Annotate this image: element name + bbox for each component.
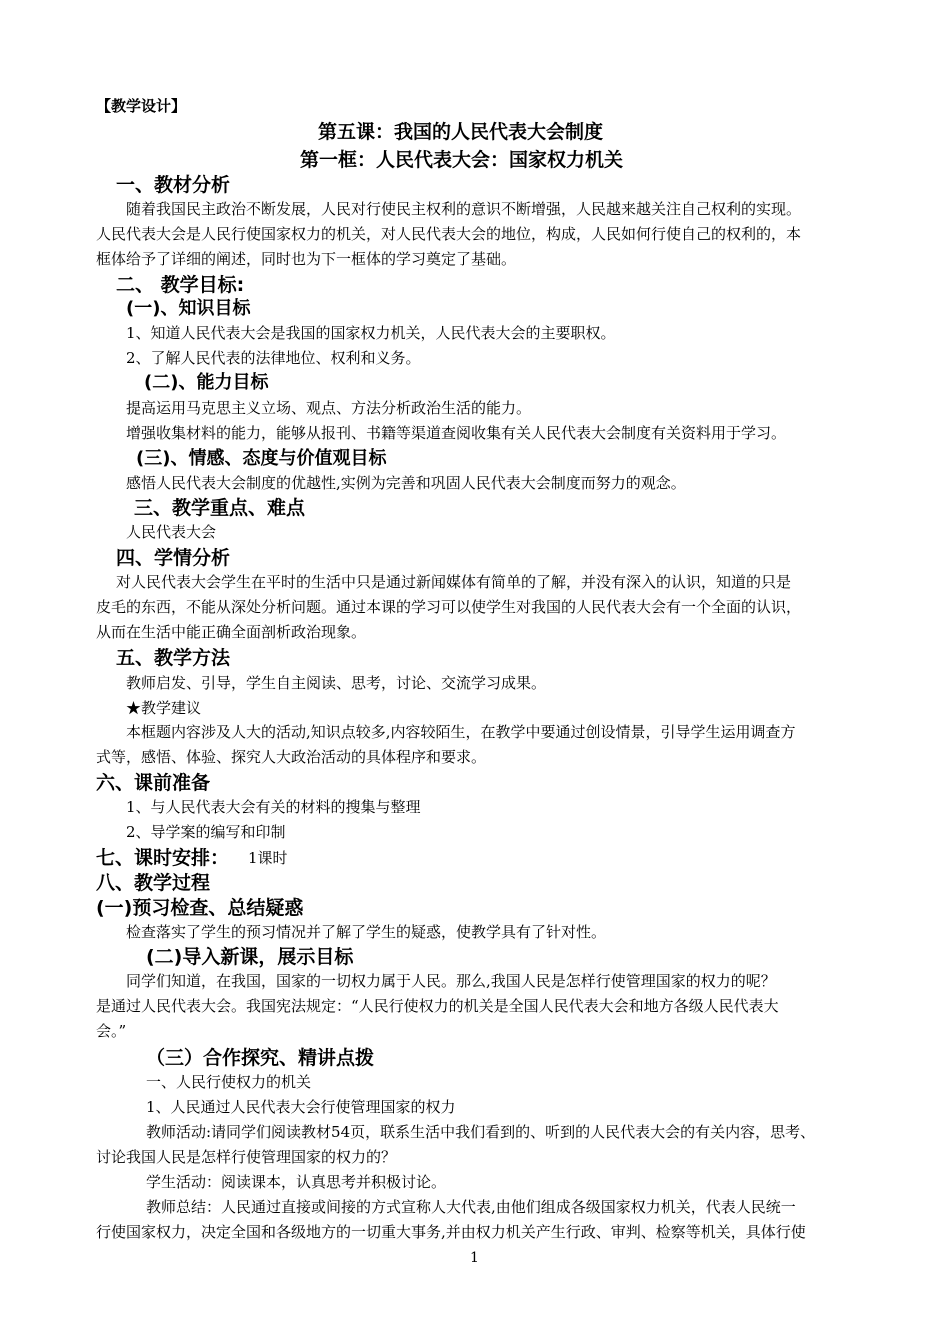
class-hours-value: 1课时: [248, 849, 288, 867]
paragraph-line: 教师总结：人民通过直接或间接的方式宣称人大代表,由他们组成各级国家权力机关，代表人民统一: [146, 1198, 796, 1216]
lesson-title: 第五课：我国的人民代表大会制度: [318, 121, 604, 143]
subsection-heading: (三)、情感、态度与价值观目标: [136, 448, 387, 469]
paragraph-line: 随着我国民主政治不断发展，人民对行使民主权利的意识不断增强，人民越来越关注自己权利的实现。: [126, 200, 802, 218]
paragraph-line: 人民代表大会是人民行使国家权力的机关，对人民代表大会的地位，构成，人民如何行使自己的权利的，本: [96, 225, 802, 243]
paragraph-line: 提高运用马克思主义立场、观点、方法分析政治生活的能力。: [126, 399, 532, 417]
section-heading: 一、教材分析: [116, 174, 231, 196]
section-heading: 八、教学过程: [96, 872, 211, 894]
paragraph-line: 框体给予了详细的阐述，同时也为下一框体的学习奠定了基础。: [96, 250, 517, 268]
paragraph-line: 教师启发、引导，学生自主阅读、思考，讨论、交流学习成果。: [126, 674, 547, 692]
paragraph-line: 学生活动：阅读课本，认真思考并积极讨论。: [146, 1173, 447, 1191]
paragraph-line: 2、导学案的编写和印制: [126, 823, 286, 841]
paragraph-line: 2、了解人民代表的法律地位、权利和义务。: [126, 349, 421, 367]
paragraph-line: 1、人民通过人民代表大会行使管理国家的权力: [146, 1098, 456, 1116]
section-heading: 七、课时安排：: [96, 847, 230, 869]
subsection-heading: (一)预习检查、总结疑惑: [96, 897, 304, 919]
paragraph-line: 讨论我国人民是怎样行使管理国家的权力的？: [96, 1148, 397, 1166]
paragraph-line: 是通过人民代表大会。我国宪法规定：“人民行使权力的机关是全国人民代表大会和地方各级人民代表大: [96, 997, 779, 1015]
paragraph-line: 会。”: [96, 1022, 127, 1040]
paragraph-line: 本框题内容涉及人大的活动,知识点较多,内容较陌生，在教学中要通过创设情景，引导学生运用调查方: [126, 723, 796, 741]
subsection-heading: （三）合作探究、精讲点拨: [146, 1047, 375, 1069]
paragraph-line: 增强收集材料的能力，能够从报刊、书籍等渠道查阅收集有关人民代表大会制度有关资料用于学习。: [126, 424, 787, 442]
section-heading: 二、 教学目标:: [116, 274, 245, 296]
section-heading: 六、课前准备: [96, 772, 211, 794]
subsection-heading: (二)导入新课，展示目标: [146, 946, 354, 968]
paragraph-line: 一、人民行使权力的机关: [146, 1073, 312, 1091]
subsection-heading: (一)、知识目标: [126, 298, 251, 319]
paragraph-line: 式等，感悟、体验、探究人大政治活动的具体程序和要求。: [96, 748, 487, 766]
section-heading: 三、教学重点、难点: [134, 497, 306, 519]
section-heading: 五、教学方法: [116, 647, 231, 669]
page-number: 1: [470, 1250, 479, 1266]
paragraph-line: 从而在生活中能正确全面剖析政治现象。: [96, 623, 367, 641]
paragraph-line: 同学们知道，在我国，国家的一切权力属于人民。那么,我国人民是怎样行使管理国家的权力的呢？: [126, 972, 776, 990]
paragraph-line: 皮毛的东西，不能从深处分析问题。通过本课的学习可以使学生对我国的人民代表大会有一个全面的认识，: [96, 598, 802, 616]
paragraph-line: ★教学建议: [126, 699, 202, 717]
paragraph-line: 对人民代表大会学生在平时的生活中只是通过新闻媒体有简单的了解，并没有深入的认识，知道的只是: [116, 573, 792, 591]
section-heading: 四、学情分析: [116, 547, 231, 569]
paragraph-line: 1、知道人民代表大会是我国的国家权力机关，人民代表大会的主要职权。: [126, 324, 616, 342]
paragraph-line: 教师活动:请同学们阅读教材54页，联系生活中我们看到的、听到的人民代表大会的有关内容，思考、: [146, 1123, 816, 1141]
paragraph-line: 1、与人民代表大会有关的材料的搜集与整理: [126, 798, 421, 816]
doc-label: 【教学设计】: [96, 97, 187, 115]
paragraph-line: 感悟人民代表大会制度的优越性,实例为完善和巩固人民代表大会制度而努力的观念。: [126, 474, 686, 492]
paragraph-line: 检查落实了学生的预习情况并了解了学生的疑惑，使教学具有了针对性。: [126, 923, 607, 941]
subsection-heading: (二)、能力目标: [144, 372, 269, 393]
paragraph-line: 行使国家权力，决定全国和各级地方的一切重大事务,并由权力机关产生行政、审判、检察等机关，具体行使: [96, 1223, 806, 1241]
paragraph-line: 人民代表大会: [126, 523, 217, 541]
lesson-subtitle: 第一框：人民代表大会：国家权力机关: [300, 149, 624, 171]
